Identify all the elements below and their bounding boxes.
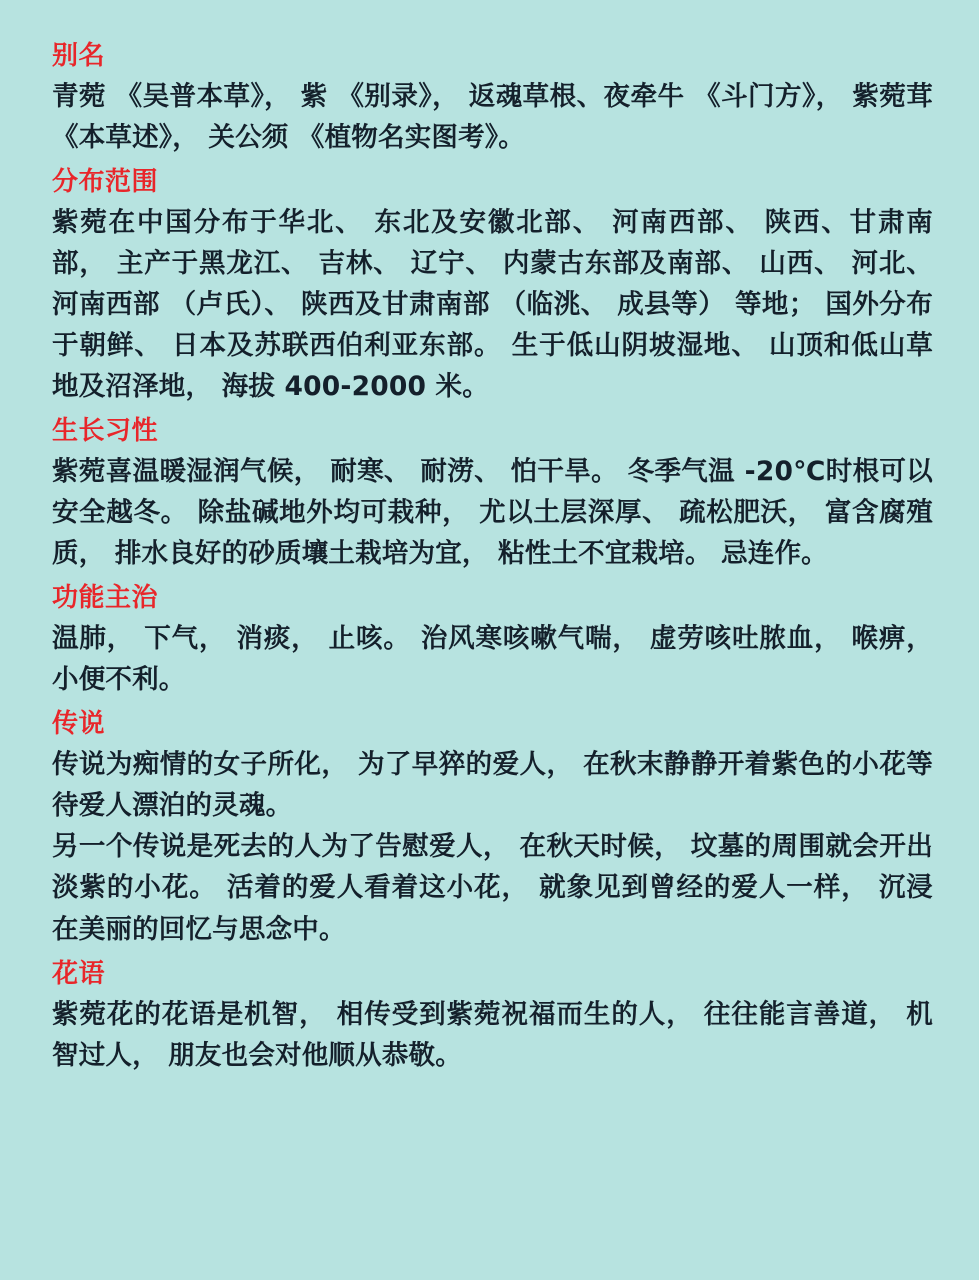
section-distribution bbox=[52, 164, 933, 407]
section-alias bbox=[52, 38, 933, 158]
section-paragraph: 另一个传说是死去的人为了告慰爱人， 在秋天时候， 坟墓的周围就会开出淡紫的小花。 活着的爱人看着这小花， 就象见到曾经的爱人一样， 沉浸在美丽的回忆与思念中。 bbox=[52, 831, 933, 945]
section-heading: 功能主治 bbox=[52, 583, 159, 614]
section-paragraph: 紫菀花的花语是机智， 相传受到紫菀祝福而生的人， 往往能言善道， 机智过人， 朋友也会对他顺从恭敬。 bbox=[52, 998, 933, 1071]
section-legend bbox=[52, 706, 933, 949]
section-paragraph: 青菀 《吴普本草》， 紫 《别录》， 返魂草根、夜牵牛 《斗门方》， 紫菀茸 《本草述》， 关公须 《植物名实图考》。 bbox=[52, 80, 933, 153]
section-paragraph: 紫菀喜温暖湿润气候， 耐寒、 耐涝、 怕干旱。 冬季气温 -20℃时根可以安全越冬。 除盐碱地外均可栽种， 尤以土层深厚、 疏松肥沃， 富含腐殖质， 排水良好的砂质壤土栽培为宜， 粘性土不宜栽培。 忌连作。 bbox=[52, 456, 933, 570]
section-heading: 分布范围 bbox=[52, 167, 159, 198]
section-paragraph: 紫菀在中国分布于华北、 东北及安徽北部、 河南西部、 陕西、甘肃南部， 主产于黑龙江、 吉林、 辽宁、 内蒙古东部及南部、 山西、 河北、 河南西部 （卢氏）、 陕西及甘肃南部 （临洮、 成县等） 等地； 国外分布于朝鲜、 日本及苏联西伯利亚东部。 生于低山阴坡湿地、 山顶和低山草地及沼泽地， 海拔 400-2000 米。 bbox=[52, 206, 933, 403]
section-paragraph: 温肺， 下气， 消痰， 止咳。 治风寒咳嗽气喘， 虚劳咳吐脓血， 喉痹， 小便不利。 bbox=[52, 623, 933, 696]
section-heading: 别名 bbox=[52, 41, 106, 71]
section-paragraph: 传说为痴情的女子所化， 为了早猝的爱人， 在秋末静静开着紫色的小花等待爱人漂泊的灵魂。 bbox=[52, 749, 933, 822]
section-flower-language bbox=[52, 956, 933, 1076]
section-indications bbox=[52, 580, 933, 700]
section-heading: 生长习性 bbox=[52, 416, 159, 447]
section-growth-habit bbox=[52, 413, 933, 574]
section-heading: 传说 bbox=[52, 709, 106, 740]
section-heading: 花语 bbox=[52, 958, 106, 989]
